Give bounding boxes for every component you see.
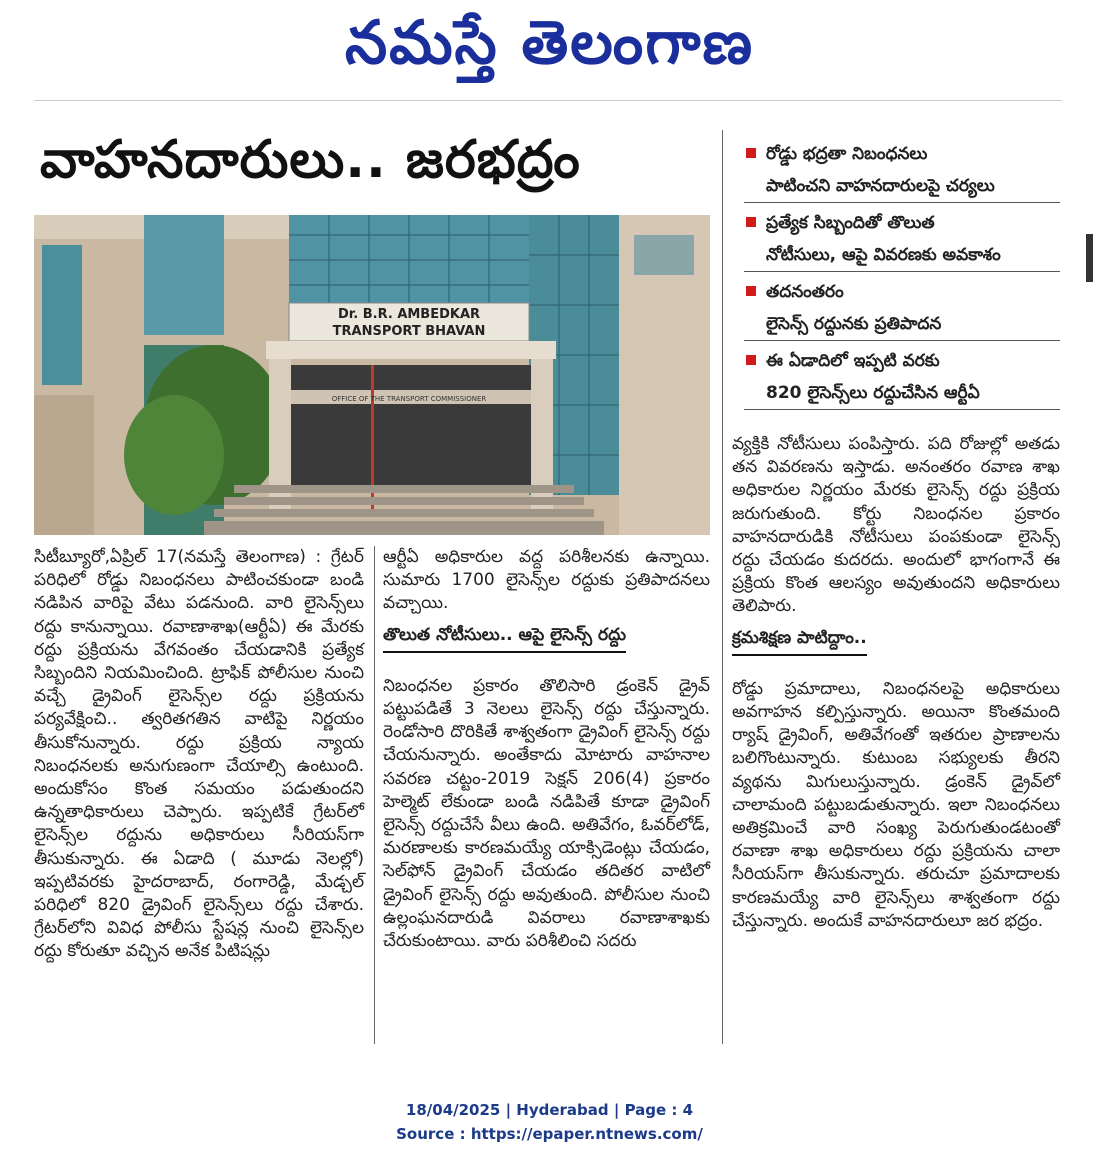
masthead — [0, 0, 1099, 92]
highlight-line: లైసెన్స్ రద్దునకు ప్రతిపాదన — [744, 308, 1060, 341]
sign-text-line2: TRANSPORT BHAVAN — [332, 324, 486, 339]
office-sign-text: OFFICE OF THE TRANSPORT COMMISSIONER — [331, 395, 487, 403]
red-square-bullet-icon — [746, 355, 756, 365]
subheading: తొలుత నోటీసులు.. ఆపై లైసెన్స్ రద్దు — [383, 624, 626, 653]
sign-text-line1: Dr. B.R. AMBEDKAR — [337, 307, 481, 322]
highlight-item — [744, 345, 1060, 410]
red-square-bullet-icon — [746, 148, 756, 158]
article-headline: వాహనదారులు.. జరభద్రం — [40, 130, 581, 190]
top-rule — [34, 100, 1062, 101]
article-column-1 — [34, 546, 364, 964]
article-paragraph: రోడ్డు ప్రమాదాలు, నిబంధనలపై అధికారులు అవగాహన కల్పిస్తున్నారు. అయినా కొంతమంది ర్యాష్ డ్రైవింగ్, అతివేగంతో ఇతరుల ప్రాణాలను బలిగొంటున్నారు. కుటుంబ సభ్యులకు తీరని వ్యథను మిగులుస్తున్నారు. డ్రంకెన్ డ్రైవ్‌లో చాలామంది పట్టుబడుతున్నారు. ఇలా నిబంధనలు అతిక్రమించే వారి సంఖ్య పెరుగుతుండటంతో రవాణా శాఖ అధికారులు రద్దు ప్రక్రియను చాలా సీరియస్‌గా తీసుకున్నారు. తరుచూ ప్రమాదాలకు కారణమయ్యే వారి లైసెన్స్‌లు శాశ్వతంగా రద్దు చేస్తున్నారు. అందుకే వాహనదారులూ జర భద్రం. — [732, 678, 1060, 931]
article-clipping — [34, 100, 1062, 1045]
building-image — [34, 215, 710, 535]
newspaper-logo: నమస్తే తెలంగాణ — [344, 8, 755, 78]
article-column-2 — [383, 546, 710, 953]
highlight-line: తదనంతరం — [766, 282, 844, 302]
highlight-item — [744, 138, 1060, 203]
highlight-line: ఈ ఏడాదిలో ఇప్పటి వరకు — [766, 351, 940, 371]
column-divider — [722, 130, 723, 1044]
highlight-line: పాటించని వాహనదారులపై చర్యలు — [744, 170, 1060, 203]
red-square-bullet-icon — [746, 217, 756, 227]
highlight-line: నోటీసులు, ఆపై వివరణకు అవకాశం — [744, 239, 1060, 272]
transport-bhavan-photo — [34, 215, 710, 535]
column-divider — [374, 546, 375, 1044]
article-column-3 — [732, 433, 1060, 933]
highlight-item — [744, 276, 1060, 341]
subheading: క్రమశిక్షణ పాటిద్దాం.. — [732, 627, 867, 656]
scrollbar-thumb[interactable] — [1086, 234, 1093, 282]
article-paragraph: ఆర్టీఏ అధికారుల వద్ద పరిశీలనకు ఉన్నాయి. సుమారు 1700 లైసెన్స్‌ల రద్దుకు ప్రతిపాదనలు వచ్చాయి. — [383, 547, 710, 614]
article-paragraph: వ్యక్తికి నోటీసులు పంపిస్తారు. పది రోజుల్లో అతడు తన వివరణను ఇస్తాడు. అనంతరం రవాణ శాఖ అధికారుల నిర్ణయం మేరకు లైసెన్స్ రద్దు ప్రక్రియ జరుగుతుంది. కోర్టు నిబంధనల ప్రకారం వాహనదారుడికి నోటీసులు పంపకుండా లైసెన్స్ రద్దు చేయడం కుదరదు. అందులో భాగంగానే ఈ ప్రక్రియ కొంత ఆలస్యం అవుతుందని అధికారులు తెలిపారు. — [732, 434, 1060, 617]
highlight-line: రోడ్డు భద్రతా నిబంధనలు — [766, 144, 928, 164]
article-paragraph: నిబంధనల ప్రకారం తొలిసారి డ్రంకెన్ డ్రైవ్ పట్టుపడితే 3 నెలలు లైసెన్స్ రద్దు చేస్తున్నారు. రెండోసారి దొరికితే శాశ్వతంగా డ్రైవింగ్ లైసెన్స్ రద్దు చేయనున్నారు. అంతేకాదు మోటారు వాహనాల సవరణ చట్టం-2019 సెక్షన్ 206(4) ప్రకారం హెల్మెట్ లేకుండా బండి నడిపితే కూడా డ్రైవింగ్ లైసెన్స్ రద్దుచేసే వీలు ఉంది. అతివేగం, ఓవర్‌లోడ్, మరణాలకు కారణమయ్యే యాక్సిడెంట్లు చేయడం, సెల్‌ఫోన్ డ్రైవింగ్ చేయడం తదితర వాటిలో డ్రైవింగ్ లైసెన్స్ రద్దు అవుతుంది. పోలీసుల నుంచి ఉల్లంఘనదారుడి వివరాలు రవాణాశాఖకు చేరుకుంటాయి. వారు పరిశీలించి సదరు — [383, 675, 710, 952]
article-paragraph: సిటీబ్యూరో,ఏప్రిల్ 17(నమస్తే తెలంగాణ) : గ్రేటర్ పరిధిలో రోడ్డు నిబంధనలు పాటించకుండా బండి నడిపిన వారిపై వేటు పడనుంది. వారి లైసెన్స్‌లు రద్దు కానున్నాయి. రవాణాశాఖ(ఆర్టీఏ) ఈ మేరకు రద్దు ప్రక్రియను వేగవంతం చేయడానికి ప్రత్యేక సిబ్బందిని నియమించింది. ట్రాఫిక్ పోలీసుల నుంచి వచ్చే డ్రైవింగ్ లైసెన్స్‌ల రద్దు ప్రక్రియను పర్యవేక్షించి.. త్వరితగతిన వాటిపై నిర్ణయం తీసుకోనున్నారు. రద్దు ప్రక్రియ న్యాయ నిబంధనలకు అనుగుణంగా చేయాల్సి ఉంటుంది. అందుకోసం కొంత సమయం పడుతుందని ఉన్నతాధికారులు చెప్పారు. ఇప్పటికే గ్రేటర్‌లో లైసెన్స్‌ల రద్దును అధికారులు సీరియస్‌గా తీసుకున్నారు. ఈ ఏడాది ( మూడు నెలల్లో) ఇప్పటివరకు హైదరాబాద్, రంగారెడ్డి, మేడ్చల్ పరిధిలో 820 డ్రైవింగ్ లైసెన్స్‌లు రద్దు చేశారు. గ్రేటర్‌లోని వివిధ పోలీసు స్టేషన్ల నుంచి లైసెన్స్‌ల రద్దు కోరుతూ వచ్చిన అనేక పిటిషన్లు — [34, 547, 364, 962]
highlight-line: 820 లైసెన్స్‌లు రద్దుచేసిన ఆర్టీఏ — [744, 377, 1060, 410]
highlights-box — [744, 138, 1060, 414]
dateline: 18/04/2025 | Hyderabad | Page : 4 — [405, 1101, 694, 1119]
highlight-item — [744, 207, 1060, 272]
source-link[interactable]: Source : https://epaper.ntnews.com/ — [396, 1125, 703, 1143]
red-square-bullet-icon — [746, 286, 756, 296]
highlight-line: ప్రత్యేక సిబ్బందితో తొలుత — [766, 213, 935, 233]
